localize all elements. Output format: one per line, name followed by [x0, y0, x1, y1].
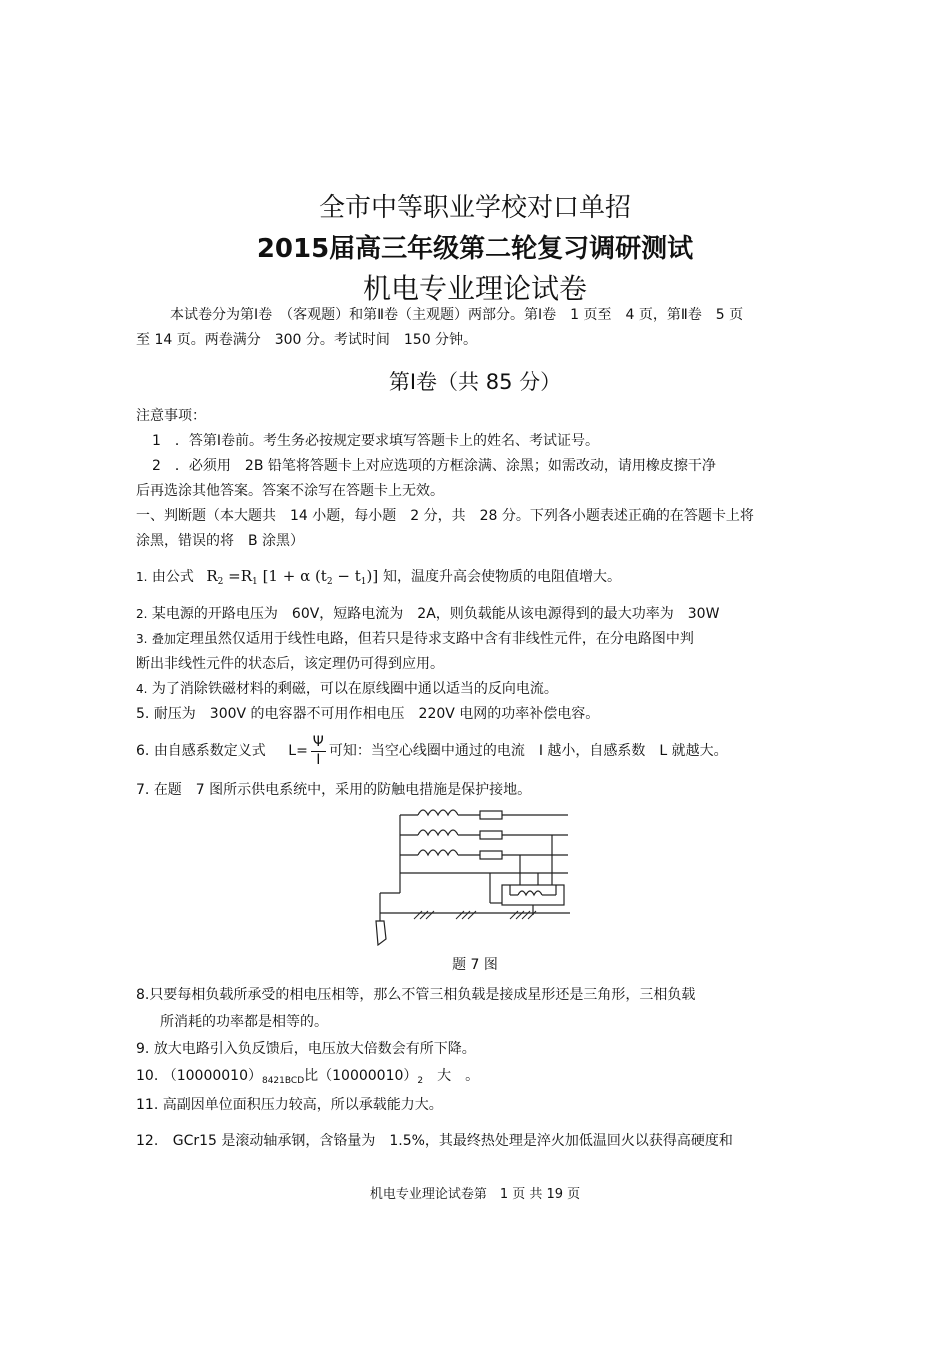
question-3 — [136, 629, 694, 649]
question-number: 6. — [136, 743, 150, 759]
part1-heading: 一、判断题（本大题共 14 小题，每小题 2 分，共 28 分。下列各小题表述正确的在答题卡上将 — [136, 508, 754, 524]
question-text: 放大电路引入负反馈后，电压放大倍数会有所下降。 — [153, 1041, 476, 1057]
q10-sub-b: 2 — [417, 1076, 424, 1086]
question-number: 4. — [136, 682, 148, 696]
formula-r2: R — [206, 567, 218, 585]
question-1 — [136, 566, 621, 592]
formula-close: )] — [366, 567, 379, 585]
question-text: 某电源的开路电压为 60V，短路电流为 2A，则负载能从该电源得到的最大功率为 30W — [151, 606, 720, 622]
question-number: 7. — [136, 782, 150, 798]
question-5 — [136, 704, 599, 724]
title-line-1: 全市中等职业学校对口单招 — [318, 193, 631, 223]
question-8-cont: 所消耗的功率都是相等的。 — [160, 1014, 328, 1030]
formula-sub: 1 — [360, 577, 367, 587]
question-number: 10. — [136, 1068, 159, 1084]
q10-post: 大 。 — [423, 1068, 480, 1084]
question-text: 高副因单位面积压力较高，所以承载能力大。 — [162, 1097, 443, 1113]
question-text: 为了消除铁磁材料的剩磁，可以在原线圈中通以适当的反向电流。 — [151, 681, 558, 697]
q10-sub-a: 8421BCD — [261, 1076, 305, 1086]
question-text: 定理虽然仅适用于线性电路，但若只是待求支路中含有非线性元件，在分电路图中判 — [175, 631, 694, 647]
question-3-cont: 断出非线性元件的状态后，该定理仍可得到应用。 — [136, 656, 444, 672]
note-2-cont: 后再选涂其他答案。答案不涂写在答题卡上无效。 — [136, 483, 444, 499]
figure-7-caption: 题 7 图 — [452, 957, 498, 973]
question-number: 8. — [136, 987, 150, 1003]
question-prefix: 叠加 — [151, 632, 176, 646]
resistance-formula — [206, 567, 383, 585]
figure-7-circuit-diagram — [370, 803, 580, 949]
notes-heading: 注意事项： — [136, 408, 206, 424]
note-2: 2 ．必须用 2B 铅笔将答题卡上对应选项的方框涂满、涂黑；如需改动，请用橡皮擦干净 — [152, 458, 716, 474]
question-6 — [136, 733, 728, 769]
intro-line-1: 本试卷分为第Ⅰ卷 （客观题）和第Ⅱ卷（主观题）两部分。第Ⅰ卷 1 页至 4 页，第Ⅱ卷 5 页 — [170, 307, 744, 323]
intro-line-2: 至 14 页。两卷满分 300 分。考试时间 150 分钟。 — [136, 332, 478, 348]
formula-bracket: [1 + α (t — [262, 567, 327, 585]
question-text: 只要每相负载所承受的相电压相等，那么不管三相负载是接成星形还是三角形，三相负载 — [149, 987, 696, 1003]
question-6-pre: 由自感系数定义式 — [153, 743, 266, 759]
title-line-3: 机电专业理论试卷 — [362, 272, 587, 305]
question-6-post: 可知：当空心线圈中通过的电流 I 越小，自感系数 L 就越大。 — [328, 743, 728, 759]
formula-sub: 1 — [252, 577, 258, 587]
part1-heading-cont: 涂黑，错误的将 B 涂黑） — [136, 533, 305, 549]
question-1-pre: 由公式 — [151, 569, 194, 585]
question-text: GCr15 是滚动轴承钢，含铬量为 1.5%，其最终热处理是淬火加低温回火以获得高硬度和 — [172, 1133, 733, 1149]
q10-part-a: （10000010） — [162, 1068, 262, 1084]
question-10 — [136, 1066, 479, 1091]
question-9 — [136, 1039, 476, 1059]
q10-mid: 比（10000010） — [304, 1068, 418, 1084]
formula-sub: 2 — [326, 577, 333, 587]
question-2 — [136, 604, 719, 624]
question-number: 11. — [136, 1097, 159, 1113]
fraction-denominator: I — [316, 751, 321, 768]
question-number: 5. — [136, 706, 150, 722]
page-footer: 机电专业理论试卷第 1 页 共 19 页 — [369, 1187, 581, 1202]
section-title: 第Ⅰ卷（共 85 分） — [388, 370, 562, 394]
inductance-fraction — [311, 734, 326, 769]
title-line-2: 2015届高三年级第二轮复习调研测试 — [256, 234, 694, 264]
question-1-post: 知，温度升高会使物质的电阻值增大。 — [382, 569, 621, 585]
question-number: 1. — [136, 570, 148, 584]
question-7 — [136, 780, 531, 800]
question-8 — [136, 985, 695, 1005]
formula-eq: =R — [228, 567, 253, 585]
question-number: 3. — [136, 632, 148, 646]
question-11 — [136, 1095, 443, 1115]
question-4 — [136, 679, 558, 699]
question-text: 在题 7 图所示供电系统中，采用的防触电措施是保护接地。 — [153, 782, 532, 798]
fraction-numerator: Ψ — [312, 733, 324, 750]
question-number: 12. — [136, 1133, 159, 1149]
formula-sub: 2 — [217, 577, 224, 587]
question-number: 9. — [136, 1041, 150, 1057]
question-text: 耐压为 300V 的电容器不可用作相电压 220V 电网的功率补偿电容。 — [153, 706, 600, 722]
question-number: 2. — [136, 607, 148, 621]
formula-minus: − t — [337, 567, 361, 585]
question-12 — [136, 1131, 733, 1151]
note-1: 1 ．答第Ⅰ卷前。考生务必按规定要求填写答题卡上的姓名、考试证号。 — [152, 433, 600, 449]
formula-l: L= — [288, 743, 308, 759]
